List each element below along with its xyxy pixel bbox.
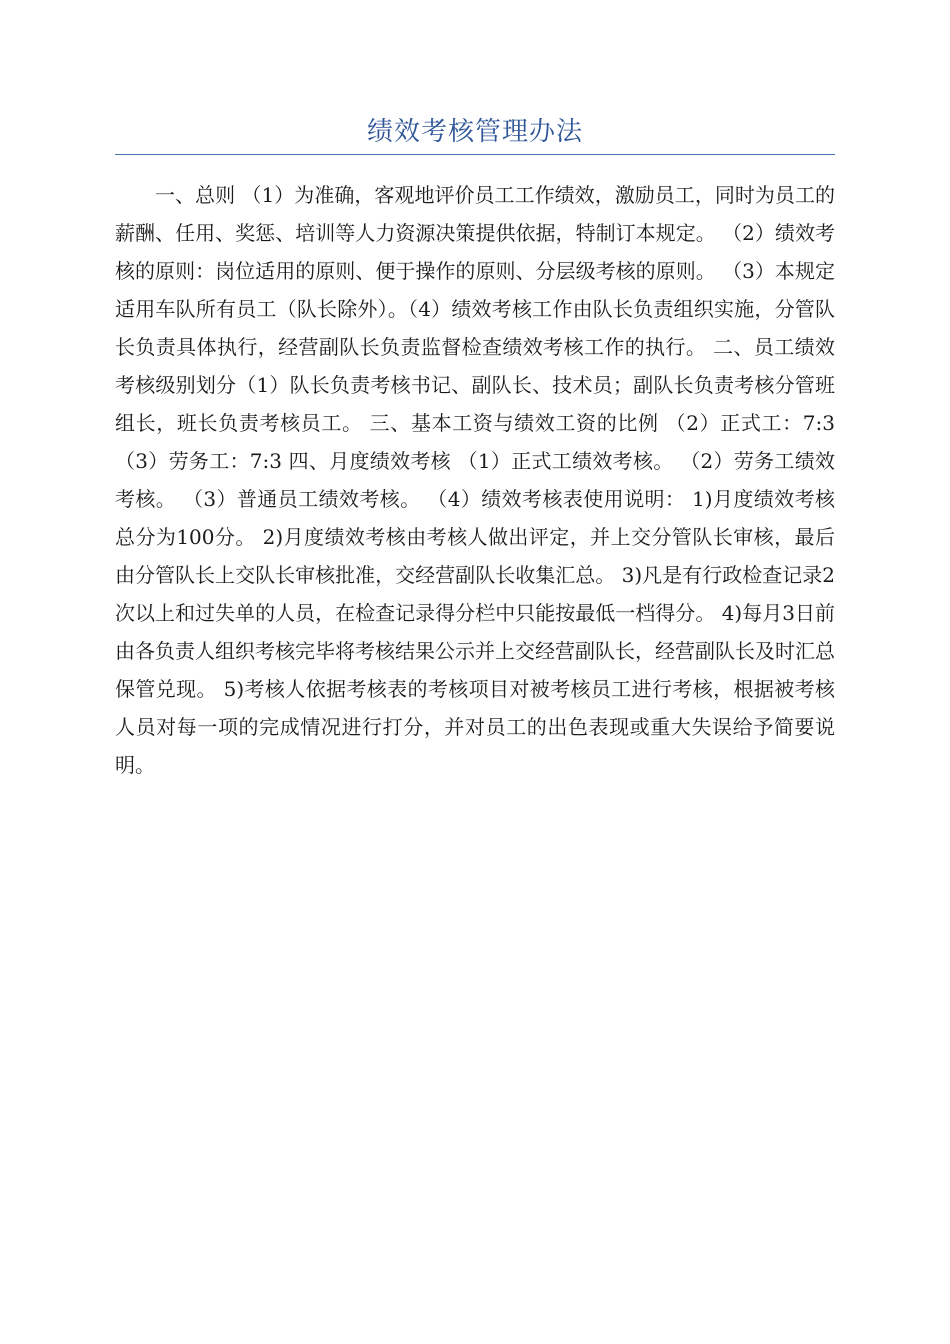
document-title: 绩效考核管理办法	[366, 117, 583, 147]
document-body-paragraph: 一、总则 （1）为准确，客观地评价员工工作绩效，激励员工，同时为员工的薪酬、任用、奖惩、培训等人力资源决策提供依据，特制订本规定。 （2）绩效考核的原则：岗位适用的原则、便于操作的原则、分层级考核的原则。 （3）本规定适用车队所有员工（队长除外）。（4）绩效考核工作由队长负责组织实施，分管队长负责具体执行，经营副队长负责监督检查绩效考核工作的执行。 二、员工绩效考核级别划分（1）队长负责考核书记、副队长、技术员；副队长负责考核分管班组长，班长负责考核员工。 三、基本工资与绩效工资的比例 （2）正式工：7:3 （3）劳务工：7:3 四、月度绩效考核 （1）正式工绩效考核。 （2）劳务工绩效考核。 （3）普通员工绩效考核。 （4）绩效考核表使用说明： 1)月度绩效考核总分为100分。 2)月度绩效考核由考核人做出评定，并上交分管队长审核，最后由分管队长上交队长审核批准，交经营副队长收集汇总。 3)凡是有行政检查记录2次以上和过失单的人员，在检查记录得分栏中只能按最低一档得分。 4)每月3日前由各负责人组织考核完毕将考核结果公示并上交经营副队长，经营副队长及时汇总保管兑现。 5)考核人依据考核表的考核项目对被考核员工进行考核，根据被考核人员对每一项的完成情况进行打分，并对员工的出色表现或重大失误给予简要说明。	[115, 183, 835, 777]
title-underline-divider	[115, 154, 835, 155]
